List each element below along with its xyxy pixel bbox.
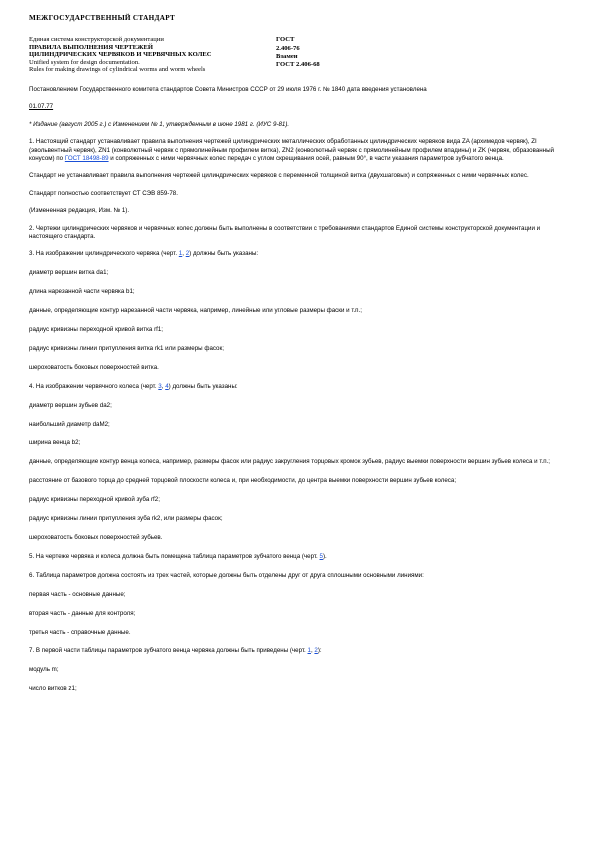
separator: ,: [161, 382, 164, 390]
drawing-2-link[interactable]: 2: [185, 250, 190, 258]
paragraph-2: Стандарт не устанавливает правила выполнения чертежей цилиндрических червяков с переменной толщиной витка (двухшаговых) и сопряженных с ними червячных колес.: [29, 172, 529, 180]
paragraph-9: [29, 647, 574, 655]
paragraph-text: 1. Настоящий стандарт устанавливает правила выполнения чертежей цилиндрических металлических обработанных цилиндрических червяков вида ZA (архимедов червяк), ZI (эвольвентный червяк), ZN1 (конволютный червяк с прямолинейным профилем витка), ZN2 (конволютный червяк с прямолинейным профилем впадины) и ZK (червяк, образованный конусом) по: [29, 138, 555, 162]
list-item: радиус кривизны переходной кривой витка rf1;: [29, 326, 164, 333]
drawing-1-link[interactable]: 1: [178, 250, 183, 258]
list-item: длина нарезанной части червяка b1;: [29, 288, 135, 296]
drawing-2-link[interactable]: 2: [314, 647, 318, 655]
list-item: первая часть - основные данные;: [29, 590, 126, 598]
title-line: ЦИЛИНДРИЧЕСКИХ ЧЕРВЯКОВ И ЧЕРВЯЧНЫХ КОЛЕС: [29, 51, 212, 59]
standard-title-block: [29, 36, 276, 74]
list-item: диаметр вершин зубьев da2;: [29, 401, 112, 409]
title-line: Единая система конструкторской документации: [29, 36, 164, 44]
separator: ,: [182, 250, 184, 258]
list-item: радиус кривизны линии притупления зуба rk2, или размеры фасок;: [29, 515, 223, 523]
list-item: ширина венца b2;: [29, 439, 81, 447]
list-item: шероховатость боковых поверхностей зубьев.: [29, 533, 163, 541]
title-line: Rules for making drawings of cylindrical worms and worm wheels: [29, 66, 206, 74]
drawing-3-link[interactable]: 3: [158, 382, 162, 390]
replaces-label: Взамен: [276, 52, 298, 60]
paragraph-7: [29, 553, 574, 561]
separator: ,: [310, 647, 313, 655]
paragraph-text: 5. На чертеже червяка и колеса должна быть помещена таблица параметров зубчатого венца (черт.: [29, 552, 318, 560]
paragraph-5: [29, 250, 574, 258]
drawing-4-link[interactable]: 4: [165, 382, 169, 390]
title-line: Unified system for design documentation.: [29, 58, 140, 66]
list-item: число витков z1;: [29, 685, 77, 693]
list-item: шероховатость боковых поверхностей витка.: [29, 363, 159, 371]
list-item: расстояние от базового торца до средней торцовой плоскости колеса и, при необходимости, до центра выемки поверхности вершин зубьев колеса;: [29, 477, 457, 485]
paragraph-text: 7. В первой части таблицы параметров зубчатого венца червяка должны быть приведены (черт.: [29, 647, 306, 655]
list-item: наибольший диаметр daM2;: [29, 420, 110, 428]
paragraph-text: и сопряженных с ними червячных колес передач с углом скрещивания осей, равным 90°, в части указания параметров зубчатого венца.: [110, 154, 504, 162]
list-item: вторая часть - данные для контроля;: [29, 609, 136, 617]
amendment-note: (Измененная редакция, Изм. № 1).: [29, 207, 130, 215]
paragraph-3: Стандарт полностью соответствует СТ СЭВ 859-78.: [29, 189, 178, 197]
paragraph-1: [29, 138, 574, 163]
paragraph-text: ).: [322, 552, 327, 560]
drawing-5-link[interactable]: 5: [319, 552, 323, 560]
title-line: ПРАВИЛА ВЫПОЛНЕНИЯ ЧЕРТЕЖЕЙ: [29, 43, 154, 51]
title-block: [29, 36, 574, 74]
paragraph-text: ) должны быть указаны:: [168, 382, 238, 390]
gost-number: 2.406-76: [276, 44, 300, 52]
gost-label: ГОСТ: [276, 36, 295, 44]
edition-note: * Издание (август 2005 г.) с Изменением № 1, утвержденным в июне 1981 г. (ИУС 9-81).: [29, 120, 290, 128]
paragraph-text: ) должны быть указаны:: [189, 250, 259, 258]
list-item: радиус кривизны переходной кривой зуба rf2;: [29, 496, 160, 504]
document-page: [29, 14, 574, 704]
standard-header: МЕЖГОСУДАРСТВЕННЫЙ СТАНДАРТ: [29, 14, 176, 22]
paragraph-4: 2. Чертежи цилиндрических червяков и червячных колес должны быть выполнены в соответствии с требованиями стандартов Единой системы конструкторской документации и настоящего стандарта.: [29, 224, 541, 240]
list-item: данные, определяющие контур нарезанной части червяка, например, линейные или угловые размеры фаски и т.п.;: [29, 307, 362, 315]
replaced-gost-number: ГОСТ 2.406-68: [276, 61, 320, 69]
paragraph-6: [29, 383, 574, 391]
list-item: третья часть - справочные данные.: [29, 628, 131, 636]
standard-number-block: [276, 36, 320, 74]
list-item: данные, определяющие контур венца колеса, например, размеры фасок или радиус закругления торцовых кромок зубьев, радиус выемки поверхности вершин зубьев колеса и т.п.;: [29, 458, 550, 466]
effective-date: 01.07.77: [29, 103, 54, 111]
gost-18498-link[interactable]: ГОСТ 18498-89: [64, 154, 109, 162]
list-item: диаметр вершин витка da1;: [29, 269, 109, 277]
paragraph-8: 6. Таблица параметров должна состоять из трех частей, которые должны быть отделены друг от друга сплошными основными линиями:: [29, 571, 424, 579]
list-item: радиус кривизны линии притупления витка rk1 или размеры фасок;: [29, 344, 224, 352]
paragraph-text: ):: [317, 647, 322, 655]
intro-paragraph: Постановлением Государственного комитета стандартов Совета Министров СССР от 29 июля 1976 г. № 1840 дата введения установлена: [29, 85, 427, 93]
list-item: модуль m;: [29, 666, 59, 674]
drawing-1-link[interactable]: 1: [307, 647, 311, 655]
paragraph-text: 3. На изображении цилиндрического червяка (черт.: [29, 250, 178, 258]
paragraph-text: 4. На изображении червячного колеса (черт.: [29, 382, 157, 390]
